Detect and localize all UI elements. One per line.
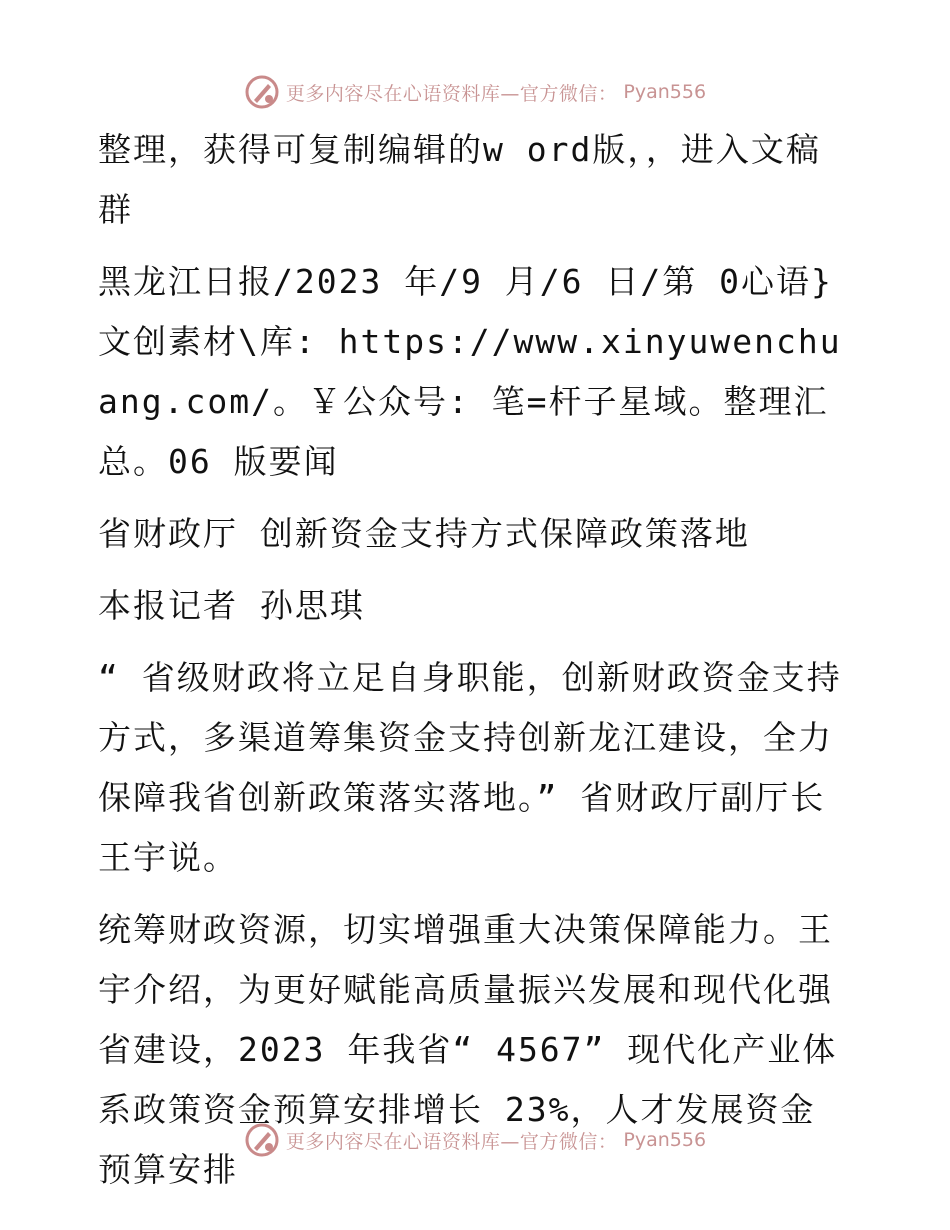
header-watermark (0, 74, 950, 110)
paragraph-quote: “ 省级财政将立足自身职能，创新财政资金支持方式，多渠道筹集资金支持创新龙江建设，全力保障我省创新政策落实落地。” 省财政厅副厅长王宇说。 (98, 658, 842, 877)
watermark-text: 更多内容尽在心语资料库—官方微信： (285, 82, 618, 105)
footer-watermark (0, 1122, 950, 1158)
paragraph-source: 黑龙江日报/2023 年/9 月/6 日/第 0心语}文创素材\库: https://www.xinyuwenchuang.com/。￥公众号: 笔=杆子星域。整理汇总。06 版要闻 (98, 262, 842, 481)
paragraph-intro: 整理，获得可复制编辑的w ord版，，进入文稿群 (98, 130, 821, 229)
document-body (98, 120, 850, 1212)
watermark-text: 更多内容尽在心语资料库—官方微信： (285, 1130, 618, 1153)
article-title: 省财政厅 创新资金支持方式保障政策落地 (98, 514, 750, 553)
paragraph-body: 统筹财政资源，切实增强重大决策保障能力。王宇介绍，为更好赋能高质量振兴发展和现代化强省建设，2023 年我省“ 4567” 现代化产业体系政策资金预算安排增长 23%，人才发展资金预算安排 (98, 910, 838, 1189)
watermark-contact: Pyan556 (623, 1129, 707, 1151)
pen-logo-icon (244, 74, 280, 110)
pen-logo-icon (244, 1122, 280, 1158)
watermark-contact: Pyan556 (623, 81, 707, 103)
article-byline: 本报记者 孙思琪 (98, 586, 365, 625)
